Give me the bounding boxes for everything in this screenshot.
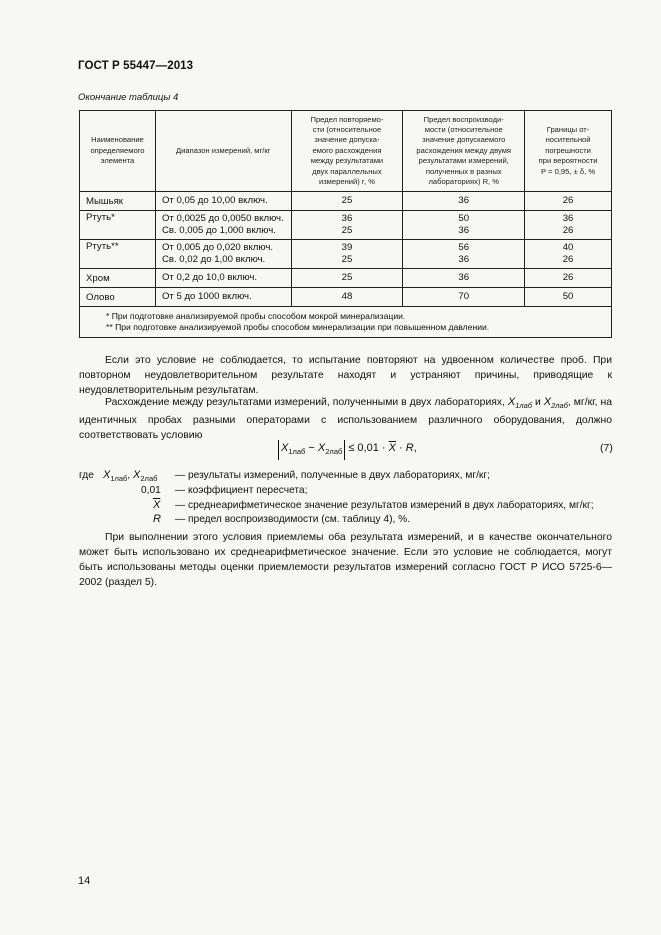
cell-value: 36	[562, 212, 574, 224]
cell-reproducibility	[403, 211, 525, 240]
cell-value: 36	[458, 194, 470, 206]
formula-7	[278, 440, 417, 460]
table-row	[80, 211, 612, 240]
cell-reproducibility	[403, 240, 525, 269]
definition-coef	[79, 483, 612, 498]
col-header-line: Диапазон измерений, мг/кг	[176, 145, 271, 155]
col-header-repeatability	[291, 111, 403, 192]
cell-error-bounds	[525, 288, 612, 307]
definition-x-symbols: $X_{1лаб}$, $X_{2лаб}$	[103, 469, 158, 483]
paragraph-2-part-1: Расхождение между результатами измерений, полученными в двух лабораториях,	[105, 397, 508, 408]
table-header-row	[80, 111, 612, 192]
col-header-line: сти (относительное	[312, 124, 382, 134]
cell-error-bounds	[525, 240, 612, 269]
table-row	[80, 269, 612, 288]
col-header-line: Предел повторяемо-	[310, 114, 384, 124]
footnotes-cell	[80, 307, 612, 338]
paragraph-repeat-test	[79, 353, 612, 398]
definition-coef-symbol: 0,01	[141, 484, 161, 496]
cell-repeatability	[291, 269, 403, 288]
definition-r	[79, 512, 612, 527]
col-header-reproducibility	[403, 111, 525, 192]
cell-range	[155, 211, 291, 240]
paragraph-1-text: Если это условие не соблюдается, то испытание повторяют на удвоенном количестве проб. При повторном неудовлетворительном результате находят и устраняют причины, приводящие к неудовлетворительным результатам.	[79, 355, 612, 396]
cell-repeatability	[291, 288, 403, 307]
formula-comma: ,	[413, 442, 417, 454]
cell-value: От 0,05 до 10,00 включ.	[161, 194, 268, 206]
cell-value: 70	[458, 290, 470, 302]
cell-range	[155, 269, 291, 288]
cell-value: 36	[458, 225, 470, 236]
formula-xbar: $\overline{X}$	[388, 442, 396, 454]
cell-range	[155, 192, 291, 211]
cell-value: 26	[562, 225, 574, 236]
paragraph-2-part-2: , мг/кг, на идентичных пробах разными операторами с использованием различного оборудования, должно соответствовать условию	[79, 397, 613, 441]
table-row	[80, 288, 612, 307]
cell-value: 50	[458, 212, 470, 224]
cell-value: От 0,0025 до 0,0050 включ.	[161, 212, 284, 224]
cell-error-bounds	[525, 269, 612, 288]
cell-element: Хром	[80, 269, 156, 288]
col-header-line: расхождения между двумя	[416, 145, 512, 155]
cell-value: От 0,2 до 10,0 включ.	[161, 271, 258, 283]
formula-condition: ≤ 0,01 ·	[348, 442, 386, 454]
table-row	[80, 240, 612, 269]
cell-value: 26	[562, 194, 574, 206]
definition-x	[79, 468, 612, 483]
definition-x-text: — результаты измерений, полученные в двух лабораториях, мг/кг;	[175, 470, 490, 481]
cell-value: 25	[341, 271, 353, 283]
table-caption: Окончание таблицы 4	[78, 92, 179, 103]
cell-range	[155, 288, 291, 307]
cell-value: 25	[341, 194, 353, 206]
col-header-line: полученных в разных	[425, 166, 502, 176]
paragraph-3-text: При выполнении этого условия приемлемы оба результата измерений, и в качестве окончательного может быть использовано их среднеарифметическое значение. Если это условие не соблюдается, могут быть использованы методы оценки приемлемости результатов измерений согласно ГОСТ Р ИСО 5725-6—2002 (раздел 5).	[79, 532, 612, 588]
footnote-1: * При подготовке анализируемой пробы способом мокрой минерализации.	[106, 311, 406, 321]
cell-value: 36	[458, 254, 470, 265]
page-header: ГОСТ Р 55447—2013	[78, 60, 194, 72]
col-header-line: емого расхождения	[312, 145, 382, 155]
cell-error-bounds	[525, 211, 612, 240]
cell-element: Ртуть**	[80, 240, 156, 269]
col-header-line: элемента	[100, 156, 135, 166]
formula-dot: ·	[399, 442, 403, 454]
cell-value: 50	[562, 290, 574, 302]
formula-abs: $X_{1лаб} - X_{2лаб}$	[278, 440, 345, 460]
definition-r-symbol: R	[153, 513, 161, 526]
definition-xbar-text: — среднеарифметическое значение результатов измерений в двух лабораториях, мг/кг;	[175, 499, 594, 511]
cell-repeatability	[291, 211, 403, 240]
cell-value: 25	[341, 254, 353, 265]
col-header-line: Предел воспроизводи-	[423, 114, 504, 124]
variable-definitions	[79, 468, 612, 527]
data-table	[79, 110, 612, 338]
cell-value: 36	[341, 212, 353, 224]
col-header-line: значение допуска-	[314, 135, 380, 145]
col-header-line: мости (относительное	[424, 124, 503, 134]
cell-repeatability	[291, 192, 403, 211]
col-header-element	[80, 111, 156, 192]
col-header-line: значение допускаемого	[422, 135, 506, 145]
cell-reproducibility	[403, 288, 525, 307]
cell-value: 40	[562, 241, 574, 253]
symbol-x1: $X_{1лаб}$	[507, 396, 533, 410]
cell-value: 56	[458, 241, 470, 253]
col-header-line: Наименование	[91, 135, 144, 145]
cell-reproducibility	[403, 269, 525, 288]
col-header-line: P = 0,95, ± δ, %	[541, 166, 596, 176]
col-header-range	[155, 111, 291, 192]
cell-element: Олово	[80, 288, 156, 307]
definition-xbar-symbol: $\overline{X}$	[153, 498, 161, 511]
paragraph-2-text	[79, 395, 612, 443]
cell-range	[155, 240, 291, 269]
col-header-line: погрешности	[545, 145, 591, 155]
col-header-error-bounds	[525, 111, 612, 192]
table-body	[80, 192, 612, 307]
col-header-line: результатами измерений,	[418, 156, 509, 166]
formula-number: (7)	[600, 442, 613, 454]
paragraph-2-and: и	[532, 397, 544, 408]
cell-value: 26	[562, 271, 574, 283]
cell-value: 26	[562, 254, 574, 265]
cell-value: Св. 0,02 до 1,00 включ.	[161, 254, 266, 265]
footnote-row	[80, 307, 612, 338]
cell-value: 25	[341, 225, 353, 236]
col-header-line: двух параллельных	[312, 166, 382, 176]
col-header-line: Границы от-	[546, 124, 590, 134]
cell-element: Мышьяк	[80, 192, 156, 211]
footnote-2: ** При подготовке анализируемой пробы способом минерализации при повышенном давлении.	[106, 322, 490, 332]
cell-value: Св. 0,005 до 1,000 включ.	[161, 225, 276, 236]
cell-value: От 0,005 до 0,020 включ.	[161, 241, 274, 253]
col-header-line: лабораториях) R, %	[428, 177, 500, 187]
col-header-line: между результатами	[310, 156, 384, 166]
page-number: 14	[78, 875, 91, 887]
col-header-line: при вероятности	[538, 156, 598, 166]
cell-value: 39	[341, 241, 353, 253]
cell-repeatability	[291, 240, 403, 269]
cell-value: 48	[341, 290, 353, 302]
table-row	[80, 192, 612, 211]
formula-r: R	[405, 442, 414, 454]
paragraph-discrepancy	[79, 395, 612, 443]
paragraph-acceptance	[79, 530, 612, 590]
definition-r-text: — предел воспроизводимости (см. таблицу 4), %.	[175, 514, 411, 526]
cell-reproducibility	[403, 192, 525, 211]
symbol-x2: $X_{2лаб}$	[543, 396, 568, 410]
cell-error-bounds	[525, 192, 612, 211]
col-header-line: носительной	[545, 135, 591, 145]
col-header-line: измерений) r, %	[318, 177, 375, 187]
definition-coef-text: — коэффициент пересчета;	[175, 484, 308, 496]
cell-value: 36	[458, 271, 470, 283]
cell-element: Ртуть*	[80, 211, 156, 240]
cell-value: От 5 до 1000 включ.	[161, 290, 252, 302]
where-label: где	[79, 470, 94, 481]
col-header-line: определяемого	[90, 145, 145, 155]
definition-xbar	[79, 498, 612, 513]
